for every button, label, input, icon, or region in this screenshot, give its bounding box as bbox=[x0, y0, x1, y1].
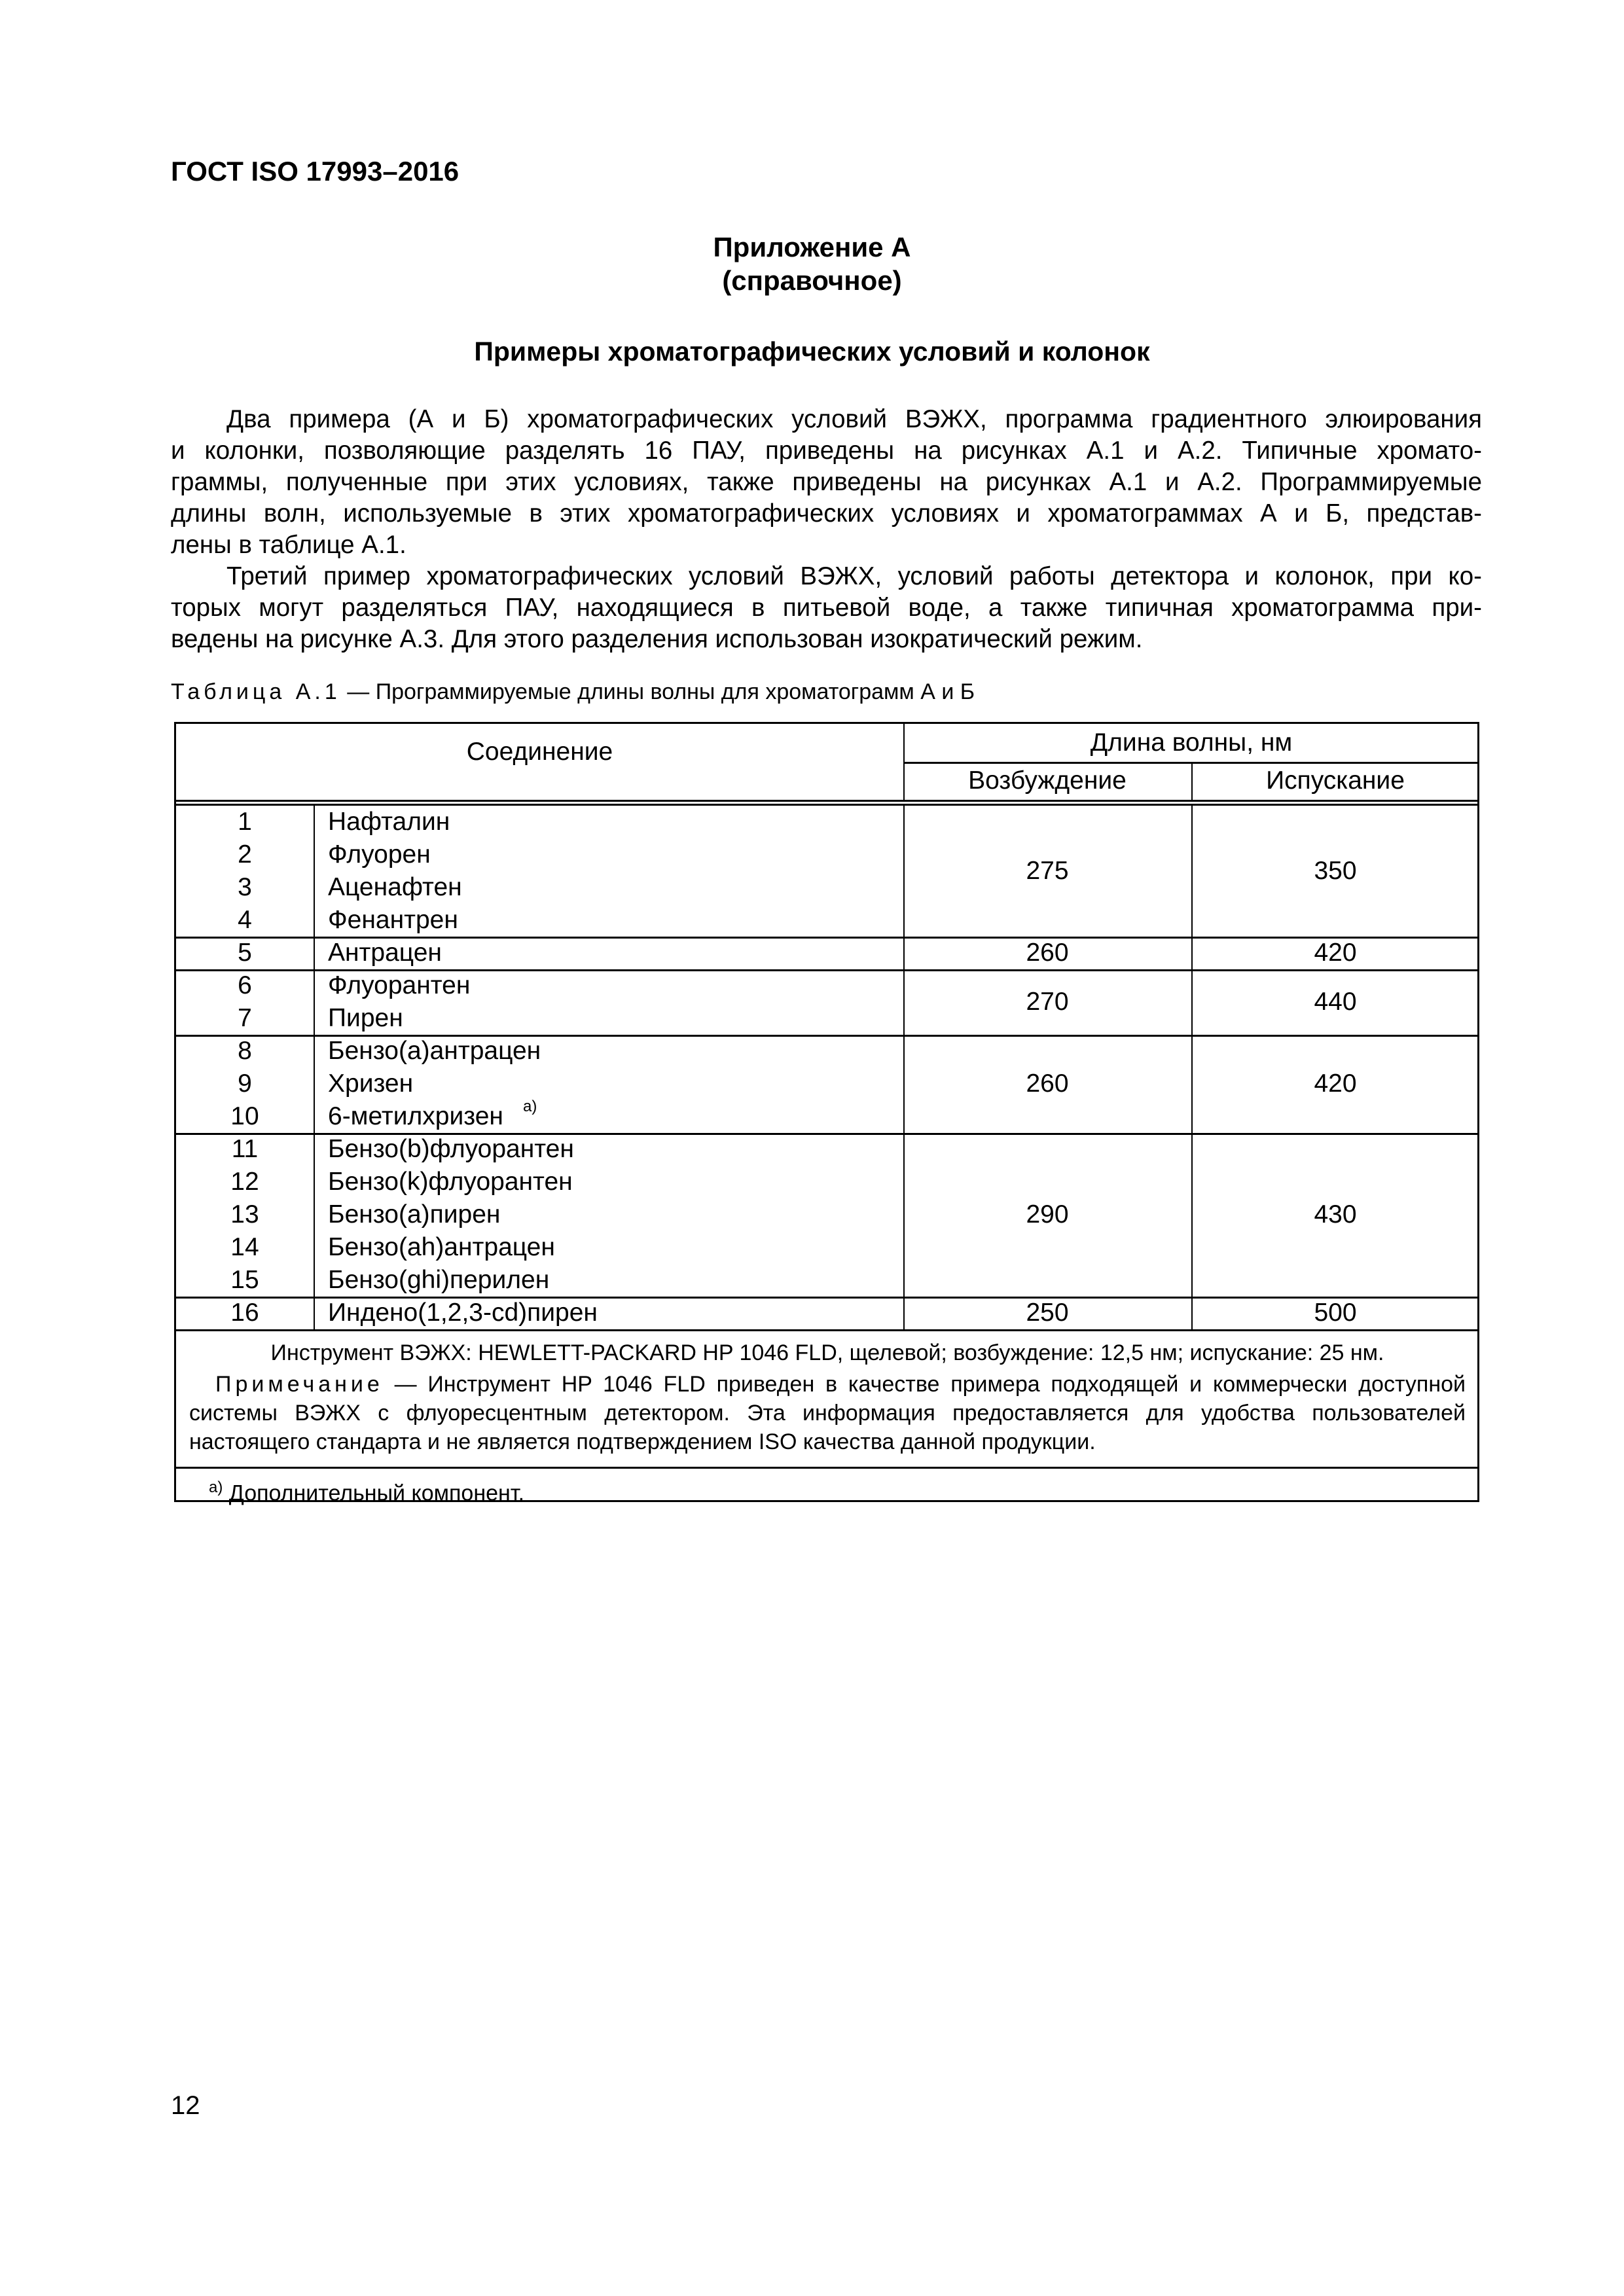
compound-name: Фенантрен bbox=[328, 906, 458, 934]
footnote-ref: а) bbox=[523, 1098, 537, 1115]
col-divider bbox=[314, 1133, 315, 1297]
row-number: 13 bbox=[230, 1200, 259, 1229]
header-excitation: Возбуждение bbox=[968, 766, 1127, 795]
header-double-line bbox=[176, 800, 1479, 802]
row-number: 15 bbox=[230, 1266, 259, 1294]
col-divider bbox=[314, 1297, 315, 1329]
compound-name: Бензо(а)антрацен bbox=[328, 1037, 541, 1065]
emission-value: 420 bbox=[1314, 1069, 1357, 1098]
page-number: 12 bbox=[171, 2091, 200, 2120]
table-caption bbox=[171, 679, 975, 705]
excitation-value: 275 bbox=[1026, 857, 1069, 885]
compound-name: Бензо(b)флуорантен bbox=[328, 1135, 574, 1163]
header-col-divider bbox=[1191, 762, 1193, 802]
col-divider bbox=[903, 1297, 905, 1329]
row-number: 8 bbox=[238, 1037, 252, 1065]
col-divider bbox=[314, 937, 315, 969]
row-number: 11 bbox=[231, 1135, 259, 1163]
footnote-text: Дополнительный компонент. bbox=[223, 1480, 525, 1506]
row-number: 3 bbox=[238, 873, 252, 901]
col-divider bbox=[1191, 1297, 1193, 1329]
excitation-value: 290 bbox=[1026, 1200, 1069, 1229]
row-number: 4 bbox=[238, 906, 252, 934]
footnote-divider bbox=[174, 1467, 1477, 1469]
col-divider bbox=[1191, 1035, 1193, 1133]
col-divider bbox=[314, 969, 315, 1035]
compound-name: Пирен bbox=[328, 1004, 403, 1032]
row-number: 10 bbox=[230, 1102, 259, 1130]
wavelength-table bbox=[174, 722, 1479, 1506]
emission-value: 430 bbox=[1314, 1200, 1357, 1229]
compound-name: Антрацен bbox=[328, 939, 442, 967]
col-divider bbox=[1191, 806, 1193, 937]
document-code: ГОСТ ISO 17993–2016 bbox=[171, 156, 460, 187]
section-title: Примеры хроматографических условий и колонок bbox=[474, 336, 1150, 367]
col-divider bbox=[1191, 1133, 1193, 1297]
compound-name: Индено(1,2,3-cd)пирен bbox=[328, 1299, 598, 1327]
note-paragraph bbox=[189, 1370, 1466, 1456]
note-text: — Инструмент HP 1046 FLD приведен в качестве примера подходящей и коммерчески доступной системы ВЭЖХ с флуоресцентным детектором. Эта информация предоставляется для удобства пользователей настоящего стандарта и не является подтверждением ISO качества данной продукции. bbox=[189, 1372, 1466, 1454]
paragraph-line: Третий пример хроматографических условий ВЭЖХ, условий работы детектора и колонок, при ко- bbox=[226, 562, 1482, 590]
excitation-value: 270 bbox=[1026, 988, 1069, 1016]
excitation-value: 250 bbox=[1026, 1299, 1069, 1327]
emission-value: 440 bbox=[1314, 988, 1357, 1016]
emission-value: 420 bbox=[1314, 939, 1357, 967]
col-divider bbox=[1191, 937, 1193, 969]
row-number: 5 bbox=[238, 939, 252, 967]
paragraph-line: граммы, полученные при этих условиях, также приведены на рисунках А.1 и А.2. Программируемые bbox=[171, 468, 1482, 496]
paragraph-line: Два примера (А и Б) хроматографических условий ВЭЖХ, программа градиентного элюирования bbox=[226, 405, 1482, 433]
row-number: 1 bbox=[238, 808, 252, 836]
header-emission: Испускание bbox=[1266, 766, 1405, 795]
header-wavelength: Длина волны, нм bbox=[1090, 728, 1293, 757]
excitation-value: 260 bbox=[1026, 939, 1069, 967]
col-divider bbox=[903, 806, 905, 937]
table-caption-label: Таблица А.1 bbox=[171, 679, 341, 704]
row-number: 9 bbox=[238, 1069, 252, 1098]
footnote-mark: а) bbox=[209, 1479, 223, 1496]
col-divider bbox=[903, 1035, 905, 1133]
compound-name: Аценафтен bbox=[328, 873, 462, 901]
paragraph-line: торых могут разделяться ПАУ, находящиеся в питьевой воде, а также типичная хроматограмма при- bbox=[171, 594, 1482, 622]
paragraph-line: длины волн, используемые в этих хроматографических условиях и хроматограммах А и Б, представ- bbox=[171, 499, 1482, 528]
compound-name: 6-метилхризен bbox=[328, 1102, 503, 1130]
compound-name: Бензо(а)пирен bbox=[328, 1200, 501, 1229]
col-divider bbox=[314, 806, 315, 937]
header-compound: Соединение bbox=[466, 738, 613, 766]
paragraph-line: ведены на рисунке А.3. Для этого разделения использован изократический режим. bbox=[171, 625, 1143, 653]
compound-name: Бензо(k)флуорантен bbox=[328, 1168, 573, 1196]
row-number: 6 bbox=[238, 971, 252, 999]
note-label: Примечание bbox=[215, 1372, 384, 1397]
appendix-type: (справочное) bbox=[722, 265, 902, 296]
col-divider bbox=[903, 1133, 905, 1297]
compound-name: Флуорен bbox=[328, 840, 431, 869]
paragraph-line: и колонки, позволяющие разделять 16 ПАУ, приведены на рисунках А.1 и А.2. Типичные хромато- bbox=[171, 437, 1482, 465]
header-col-divider bbox=[903, 724, 905, 802]
row-number: 7 bbox=[238, 1004, 252, 1032]
row-number: 16 bbox=[230, 1299, 259, 1327]
compound-name: Хризен bbox=[328, 1069, 414, 1098]
col-divider bbox=[903, 969, 905, 1035]
compound-name: Бензо(ah)антрацен bbox=[328, 1233, 555, 1261]
col-divider bbox=[314, 1035, 315, 1133]
compound-name: Нафталин bbox=[328, 808, 450, 836]
table-caption-text: — Программируемые длины волны для хроматограмм А и Б bbox=[340, 679, 975, 704]
emission-value: 350 bbox=[1314, 857, 1357, 885]
compound-name: Бензо(ghi)перилен bbox=[328, 1266, 550, 1294]
row-divider bbox=[176, 1329, 1479, 1331]
col-divider bbox=[1191, 969, 1193, 1035]
row-number: 14 bbox=[230, 1233, 259, 1261]
emission-value: 500 bbox=[1314, 1299, 1357, 1327]
appendix-title: Приложение А bbox=[713, 232, 911, 262]
excitation-value: 260 bbox=[1026, 1069, 1069, 1098]
row-number: 12 bbox=[230, 1168, 259, 1196]
compound-name: Флуорантен bbox=[328, 971, 471, 999]
footnote bbox=[209, 1473, 1485, 1507]
paragraph-line: лены в таблице А.1. bbox=[171, 531, 406, 559]
instrument-note: Инструмент ВЭЖХ: HEWLETT-PACKARD HP 1046 FLD, щелевой; возбуждение: 12,5 нм; испускание: 25 нм. bbox=[270, 1340, 1384, 1365]
row-number: 2 bbox=[238, 840, 252, 869]
col-divider bbox=[903, 937, 905, 969]
